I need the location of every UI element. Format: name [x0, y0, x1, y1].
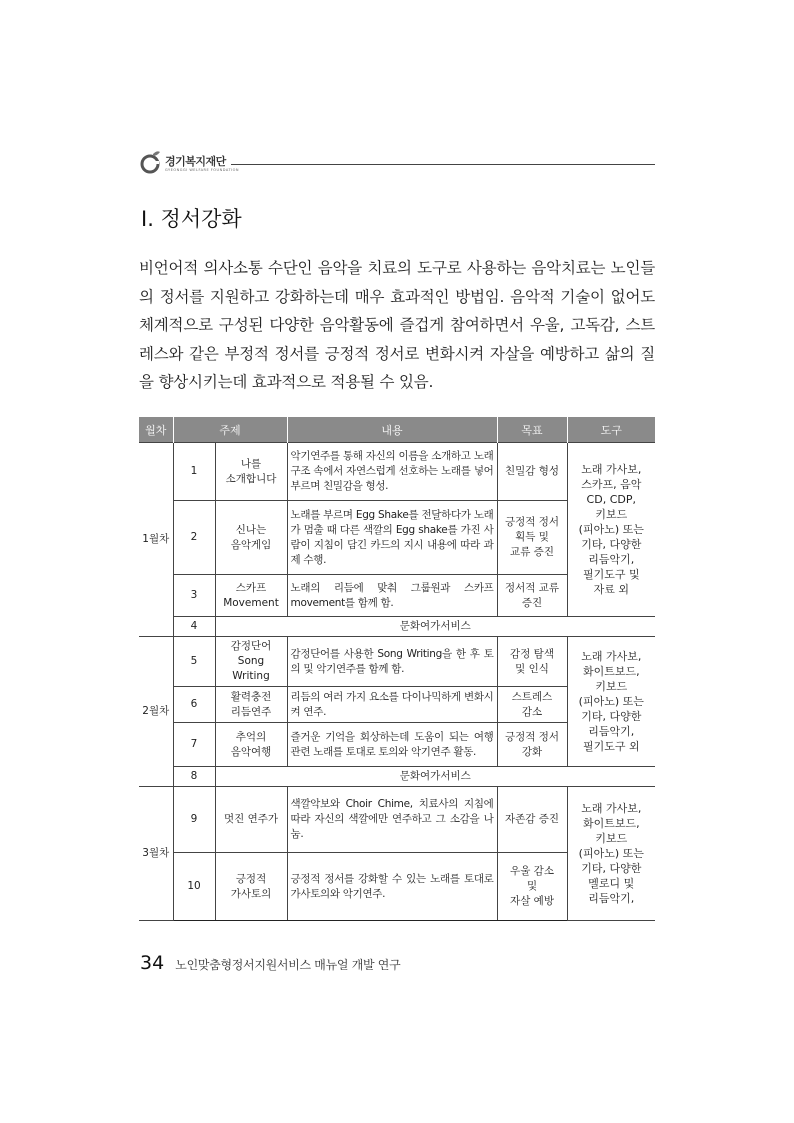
table-row [139, 767, 655, 787]
table-header-row [139, 417, 655, 443]
session-number: 2 [173, 501, 215, 575]
topic-cell: 신나는 음악게임 [215, 501, 287, 575]
goal-cell: 스트레스 감소 [497, 687, 567, 723]
page-header [139, 150, 655, 178]
program-table [139, 417, 655, 921]
month-cell: 1월차 [139, 443, 173, 637]
table-row [139, 617, 655, 637]
goal-cell: 친밀감 형성 [497, 443, 567, 501]
goal-cell: 우울 감소 및 자살 예방 [497, 853, 567, 921]
header-tools: 도구 [567, 417, 655, 443]
topic-cell: 활력충전 리듬연주 [215, 687, 287, 723]
table-row [139, 443, 655, 501]
goal-cell: 감정 탐색 및 인식 [497, 637, 567, 687]
content-cell: 긍정적 정서를 강화할 수 있는 노래를 토대로 가사토의와 악기연주. [287, 853, 497, 921]
content-cell: 노래를 부르며 Egg Shake를 전달하다가 노래가 멈출 때 다른 색깔의 Egg shake를 가진 사람이 지침이 담긴 카드의 지시 내용에 따라 과제 수행. [287, 501, 497, 575]
topic-cell: 추억의 음악여행 [215, 723, 287, 767]
goal-cell: 자존감 증진 [497, 787, 567, 853]
content-cell: 악기연주를 통해 자신의 이름을 소개하고 노래 구조 속에서 자연스럽게 선호하는 노래를 넣어 부르며 친밀감을 형성. [287, 443, 497, 501]
topic-cell: 긍정적 가사토의 [215, 853, 287, 921]
session-number: 5 [173, 637, 215, 687]
section-title: Ⅰ. 정서강화 [141, 207, 242, 231]
session-number: 4 [173, 617, 215, 637]
header-content: 내용 [287, 417, 497, 443]
topic-cell: 감정단어 Song Writing [215, 637, 287, 687]
header-goal: 목표 [497, 417, 567, 443]
content-cell: 즐거운 기억을 회상하는데 도움이 되는 여행 관련 노래를 토대로 토의와 악기연주 활동. [287, 723, 497, 767]
org-subtitle: GYEONGGI WELFARE FOUNDATION [165, 168, 240, 172]
page-footer [140, 952, 400, 974]
session-number: 9 [173, 787, 215, 853]
foundation-logo-icon [139, 150, 161, 174]
footer-title: 노인맞춤형정서지원서비스 매뉴얼 개발 연구 [175, 958, 401, 972]
intro-paragraph: 비언어적 의사소통 수단인 음악을 치료의 도구로 사용하는 음악치료는 노인들의 정서를 지원하고 강화하는데 매우 효과적인 방법임. 음악적 기술이 없어도 체계적으로 구성된 다양한 음악활동에 즐겁게 참여하면서 우울, 고독감, 스트레스와 같은 부정적 정서를 긍정적 정서로 변화시켜 자살을 예방하고 삶의 질을 향상시키는데 효과적으로 적용될 수 있음. [139, 259, 655, 391]
month-cell: 2월차 [139, 637, 173, 787]
page-number: 34 [140, 952, 165, 974]
table-row [139, 637, 655, 687]
tools-cell: 노래 가사보, 스카프, 음악 CD, CDP, 키보드 (피아노) 또는 기타, 다양한 리듬악기, 필기도구 및 자료 외 [567, 443, 655, 617]
session-number: 3 [173, 575, 215, 617]
header-month: 월차 [139, 417, 173, 443]
content-cell: 색깔악보와 Choir Chime, 치료사의 지침에 따라 자신의 색깔에만 연주하고 그 소감을 나눔. [287, 787, 497, 853]
topic-cell: 나를 소개합니다 [215, 443, 287, 501]
content-cell: 노래의 리듬에 맞춰 그룹원과 스카프 movement를 함께 함. [287, 575, 497, 617]
tools-cell: 노래 가사보, 화이트보드, 키보드 (피아노) 또는 기타, 다양한 리듬악기, 필기도구 외 [567, 637, 655, 767]
merged-activity-cell: 문화여가서비스 [215, 617, 655, 637]
header-topic: 주제 [173, 417, 287, 443]
session-number: 1 [173, 443, 215, 501]
session-number: 8 [173, 767, 215, 787]
goal-cell: 정서적 교류 증진 [497, 575, 567, 617]
header-rule [231, 164, 655, 165]
tools-cell: 노래 가사보, 화이트보드, 키보드 (피아노) 또는 기타, 다양한 멜로디 및 리듬악기, [567, 787, 655, 921]
goal-cell: 긍정적 정서 획득 및 교류 증진 [497, 501, 567, 575]
table-row [139, 787, 655, 853]
topic-cell: 멋진 연주가 [215, 787, 287, 853]
session-number: 7 [173, 723, 215, 767]
content-cell: 감정단어를 사용한 Song Writing을 한 후 토의 및 악기연주를 함께 함. [287, 637, 497, 687]
content-cell: 리듬의 여러 가지 요소를 다이나믹하게 변화시켜 연주. [287, 687, 497, 723]
goal-cell: 긍정적 정서 강화 [497, 723, 567, 767]
session-number: 10 [173, 853, 215, 921]
topic-cell: 스카프 Movement [215, 575, 287, 617]
session-number: 6 [173, 687, 215, 723]
month-cell: 3월차 [139, 787, 173, 921]
org-name: 경기복지재단 [165, 155, 226, 168]
merged-activity-cell: 문화여가서비스 [215, 767, 655, 787]
